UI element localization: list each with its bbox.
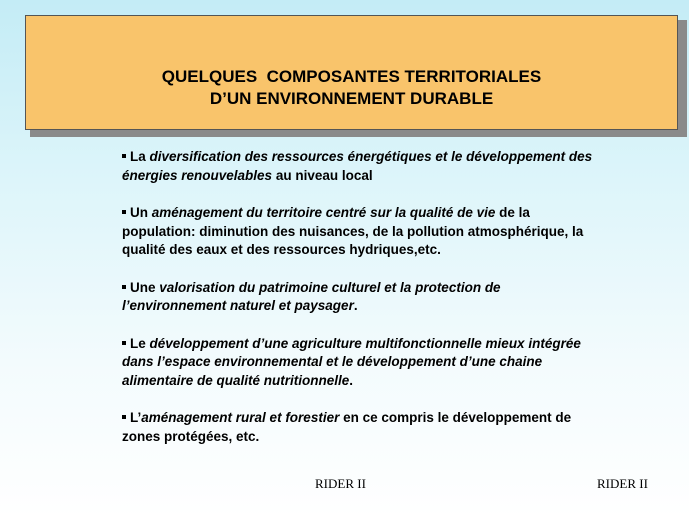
square-bullet-icon [122,415,126,419]
slide-title-line-2: D’UN ENVIRONNEMENT DURABLE [209,88,494,108]
square-bullet-icon [122,154,126,158]
square-bullet-icon [122,210,126,214]
bullet-text-post: . [349,372,354,388]
footer-center-label: RIDER II [315,476,366,491]
bullet-text-post: . [353,298,358,313]
bullet-text-pre: Un [130,205,152,220]
bullet-text-pre: Une [130,279,160,295]
bullet-text-pre: Le [130,335,150,351]
bullet-text-pre: La [130,149,150,164]
square-bullet-icon [122,285,126,289]
bullet-list [122,148,602,446]
footer-right-label: RIDER II [597,476,648,491]
slide-title-line-1: QUELQUES COMPOSANTES TERRITORIALES [161,66,542,86]
bullet-item-rural [122,409,602,446]
bullet-text-emphasis: diversification des ressources énergétiques et le développement des énergies renouvelables [122,149,593,183]
bullet-text-emphasis: aménagement du territoire centré sur la qualité de vie [151,205,496,220]
bullet-text-emphasis: développement d’une agriculture multifonctionnelle mieux intégrée dans l’espace environnemental et le développement d’une chaine alimentaire de qualité nutritionnelle [122,335,581,388]
bullet-text-post: de la population: diminution des nuisances, de la pollution atmosphérique, la qualité des eaux et des ressources hydriques,etc. [122,205,584,257]
bullet-item-agriculture [122,335,602,391]
bullet-text-pre: L’ [130,410,142,425]
bullet-item-heritage [122,279,602,316]
square-bullet-icon [122,341,126,345]
bullet-item-territory [122,204,602,260]
bullet-item-energy [122,148,602,185]
title-box [25,15,678,130]
bullet-text-post: au niveau local [272,167,373,183]
bullet-text-emphasis: valorisation du patrimoine culturel et la protection de l’environnement naturel et paysager [122,279,501,313]
bullet-text-post: en ce compris le développement de zones protégées, etc. [122,410,572,444]
bullet-text-emphasis: aménagement rural et forestier [141,410,340,425]
